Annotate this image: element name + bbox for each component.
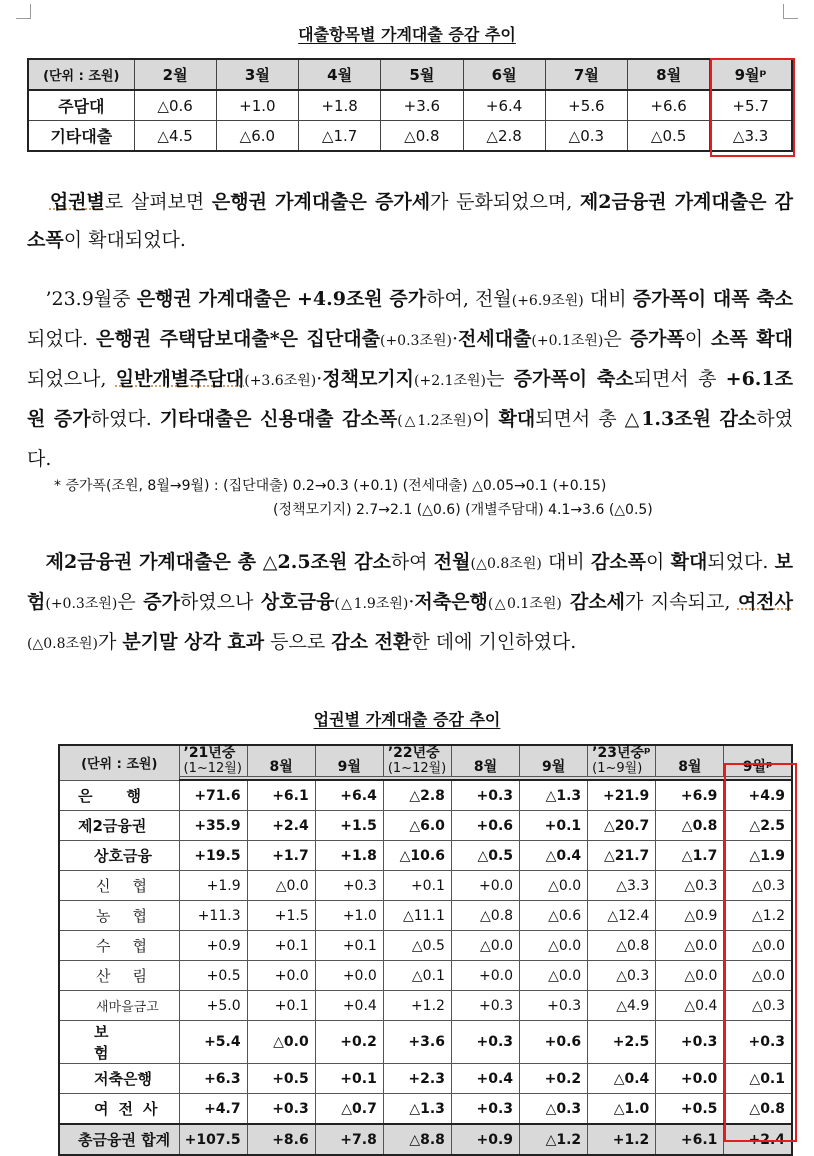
text: 되었다. bbox=[707, 551, 775, 573]
table-cell: +0.4 bbox=[451, 1064, 519, 1094]
table-cell: +3.6 bbox=[381, 90, 463, 121]
table-cell: +1.7 bbox=[247, 841, 315, 871]
text: 이 bbox=[472, 408, 499, 430]
text-strong: 저축은행 bbox=[414, 591, 488, 613]
table-cell: △0.5 bbox=[383, 931, 451, 961]
text-strong: 감소세 bbox=[561, 591, 626, 613]
text-strong: 증가폭 bbox=[629, 328, 685, 350]
table-row bbox=[28, 121, 792, 152]
month-header: 6월 bbox=[463, 59, 545, 90]
table-cell: +0.3 bbox=[247, 1094, 315, 1125]
table-cell: △0.3 bbox=[588, 961, 656, 991]
sector-loan-table bbox=[58, 744, 793, 1156]
table-body bbox=[59, 780, 792, 1155]
table-cell: +6.4 bbox=[315, 780, 383, 811]
text: 대비 bbox=[583, 288, 633, 310]
text-strong: 감소 전환 bbox=[331, 631, 412, 653]
text-strong: 은행권 가계대출은 +4.9조원 증가 bbox=[136, 288, 427, 310]
row-label: 보험 bbox=[59, 1021, 179, 1064]
table-cell: △1.2 bbox=[520, 1124, 588, 1155]
text-strong: 증가폭이 대폭 축소 bbox=[632, 288, 794, 310]
text-strong: 증가 bbox=[143, 591, 180, 613]
table-cell: +2.3 bbox=[383, 1064, 451, 1094]
table-row bbox=[59, 901, 792, 931]
table-cell: +1.8 bbox=[299, 90, 381, 121]
table-cell: +0.1 bbox=[315, 931, 383, 961]
table-cell: △0.0 bbox=[724, 931, 792, 961]
row-label: 상호금융 bbox=[59, 841, 179, 871]
table-cell: +0.9 bbox=[451, 1124, 519, 1155]
unit-label: (단위 : 조원) bbox=[28, 59, 134, 90]
text-strong: 은행권 가계대출은 증가세 bbox=[211, 191, 431, 213]
row-label: 은행 bbox=[59, 780, 179, 811]
table-cell: △6.0 bbox=[216, 121, 298, 152]
table-cell: △0.8 bbox=[451, 901, 519, 931]
table-cell: +19.5 bbox=[179, 841, 247, 871]
text: 로 살펴보면 bbox=[104, 191, 212, 213]
month-header: 9월 bbox=[520, 745, 588, 777]
table-row bbox=[59, 1064, 792, 1094]
table-cell: △0.5 bbox=[451, 841, 519, 871]
table-cell: △1.2 bbox=[724, 901, 792, 931]
table-cell: △0.8 bbox=[724, 1094, 792, 1125]
table-cell: +71.6 bbox=[179, 780, 247, 811]
table-cell: +2.4 bbox=[247, 811, 315, 841]
table-cell: +2.5 bbox=[588, 1021, 656, 1064]
row-label: 여전사 bbox=[59, 1094, 179, 1125]
text: 한 데에 기인하였다. bbox=[411, 631, 577, 653]
text: 등으로 bbox=[264, 631, 332, 653]
table-cell: △0.3 bbox=[545, 121, 627, 152]
table-cell: △0.9 bbox=[656, 901, 724, 931]
table-row bbox=[59, 991, 792, 1021]
table-row bbox=[59, 1124, 792, 1155]
year-header: ’23년중ᵖ (1~9월) bbox=[588, 745, 656, 777]
table-cell: △0.4 bbox=[520, 841, 588, 871]
text: · bbox=[451, 328, 458, 350]
text-strong: 업권별 bbox=[49, 191, 105, 213]
text-small: (+0.3조원) bbox=[379, 333, 452, 349]
text: 가 지속되고, bbox=[625, 591, 738, 613]
table-cell: +1.5 bbox=[315, 811, 383, 841]
table-cell: +0.0 bbox=[451, 961, 519, 991]
table-cell: △0.0 bbox=[724, 961, 792, 991]
text: 하여 bbox=[390, 551, 434, 573]
table-cell: △10.6 bbox=[383, 841, 451, 871]
text-small: (+6.9조원) bbox=[511, 293, 584, 309]
table-cell: +107.5 bbox=[179, 1124, 247, 1155]
table-cell: △0.5 bbox=[628, 121, 710, 152]
text-strong: 제2금융권 가계대출은 총 △2.5조원 감소 bbox=[45, 551, 391, 573]
table-cell: +0.3 bbox=[451, 991, 519, 1021]
table-cell: +0.5 bbox=[247, 1064, 315, 1094]
table-cell: △0.8 bbox=[588, 931, 656, 961]
year-header: ’21년중 (1~12월) bbox=[179, 745, 247, 777]
table-cell: △1.7 bbox=[656, 841, 724, 871]
paragraph-bank-loans bbox=[27, 280, 793, 478]
text-small: (+2.1조원) bbox=[414, 373, 486, 389]
text: 가 bbox=[98, 631, 123, 653]
table-cell: +0.5 bbox=[656, 1094, 724, 1125]
table-cell: △0.7 bbox=[315, 1094, 383, 1125]
table-cell: +0.0 bbox=[451, 871, 519, 901]
table-cell: △0.3 bbox=[520, 1094, 588, 1125]
row-label: 새마을금고 bbox=[59, 991, 179, 1021]
table-cell: △0.3 bbox=[656, 871, 724, 901]
table-cell: △0.6 bbox=[520, 901, 588, 931]
text: 되면서 총 bbox=[633, 368, 726, 390]
text: 가 둔화되었으며, bbox=[430, 191, 580, 213]
table-cell: +0.1 bbox=[247, 931, 315, 961]
month-header: 8월 bbox=[628, 59, 710, 90]
table-row bbox=[59, 1021, 792, 1064]
table-cell: △0.6 bbox=[134, 90, 216, 121]
month-header: 8월 bbox=[247, 745, 315, 777]
table-cell: △1.3 bbox=[383, 1094, 451, 1125]
row-label: 주담대 bbox=[28, 90, 134, 121]
table-cell: +0.1 bbox=[383, 871, 451, 901]
text-strong: 증가폭이 축소 bbox=[513, 368, 634, 390]
table-cell: +0.1 bbox=[520, 811, 588, 841]
footnote-line-1: * 증가폭(조원, 8월→9월) : (집단대출) 0.2→0.3 (+0.1) (전세대출) △0.05→0.1 (+0.15) bbox=[54, 478, 607, 494]
text-strong: 여전사 bbox=[737, 591, 793, 613]
table-cell: △0.0 bbox=[656, 931, 724, 961]
table-cell: +0.0 bbox=[315, 961, 383, 991]
text-strong: 정책모기지 bbox=[322, 368, 415, 390]
page-corner-mark-left bbox=[16, 4, 31, 19]
table-cell: △0.1 bbox=[383, 961, 451, 991]
text: 하였으나 bbox=[179, 591, 261, 613]
table-cell: △12.4 bbox=[588, 901, 656, 931]
text: 이 확대되었다. bbox=[63, 229, 186, 251]
text-small: (+0.1조원) bbox=[531, 333, 604, 349]
text-strong: 분기말 상각 효과 bbox=[122, 631, 265, 653]
table-cell: △0.0 bbox=[520, 931, 588, 961]
table-cell: △0.8 bbox=[381, 121, 463, 152]
table-cell: +0.3 bbox=[451, 1094, 519, 1125]
text-strong: 감소폭 bbox=[590, 551, 647, 573]
month-header: 9월 bbox=[315, 745, 383, 777]
month-header: 2월 bbox=[134, 59, 216, 90]
text: 되었다. bbox=[27, 328, 97, 350]
table-cell: △3.3 bbox=[588, 871, 656, 901]
page-corner-mark-right bbox=[783, 4, 798, 19]
text: 하였다. bbox=[90, 408, 160, 430]
table-cell: +5.7 bbox=[710, 90, 792, 121]
table-cell: +6.1 bbox=[656, 1124, 724, 1155]
table-row bbox=[59, 961, 792, 991]
row-label: 신협 bbox=[59, 871, 179, 901]
table-cell: +0.3 bbox=[656, 1021, 724, 1064]
table-cell: +5.6 bbox=[545, 90, 627, 121]
text: · bbox=[316, 368, 323, 390]
table-cell: +4.7 bbox=[179, 1094, 247, 1125]
text: 대비 bbox=[541, 551, 591, 573]
table-cell: △2.5 bbox=[724, 811, 792, 841]
table-cell: +5.4 bbox=[179, 1021, 247, 1064]
text-strong: 기타대출은 신용대출 감소폭 bbox=[159, 408, 398, 430]
text-small: (△0.1조원) bbox=[487, 596, 562, 612]
table-cell: +1.2 bbox=[383, 991, 451, 1021]
table-cell: △0.3 bbox=[724, 991, 792, 1021]
row-label: 기타대출 bbox=[28, 121, 134, 152]
text: 되었으나, bbox=[27, 368, 116, 390]
table-cell: △1.7 bbox=[299, 121, 381, 152]
table-cell: +7.8 bbox=[315, 1124, 383, 1155]
table-cell: △2.8 bbox=[383, 780, 451, 811]
text-small: (△1.9조원) bbox=[334, 596, 409, 612]
table-cell: +0.3 bbox=[520, 991, 588, 1021]
row-label: 총금융권 합계 bbox=[59, 1124, 179, 1155]
table-cell: +1.8 bbox=[315, 841, 383, 871]
table-cell: △0.0 bbox=[520, 871, 588, 901]
row-label: 산림 bbox=[59, 961, 179, 991]
text-strong: 전월 bbox=[433, 551, 471, 573]
text-strong: 일반개별주담대 bbox=[115, 368, 245, 390]
table-cell: △0.0 bbox=[247, 871, 315, 901]
unit-label: (단위 : 조원) bbox=[59, 745, 179, 780]
text-strong: 보험 bbox=[27, 551, 793, 613]
table-cell: +6.1 bbox=[247, 780, 315, 811]
text-strong: 소폭 확대 bbox=[711, 328, 793, 350]
text-strong: △1.3조원 감소 bbox=[624, 408, 757, 430]
table-cell: △0.3 bbox=[724, 871, 792, 901]
text-strong: 상호금융 bbox=[260, 591, 335, 613]
paragraph-nonbank-loans bbox=[27, 543, 793, 663]
table-cell: △20.7 bbox=[588, 811, 656, 841]
table-cell: +1.5 bbox=[247, 901, 315, 931]
table-cell: +4.9 bbox=[724, 780, 792, 811]
table-cell: +0.0 bbox=[656, 1064, 724, 1094]
table-cell: △0.4 bbox=[588, 1064, 656, 1094]
text-strong: 은행권 주택담보대출*은 집단대출 bbox=[96, 328, 380, 350]
text: 하였다. bbox=[27, 408, 793, 470]
table-row bbox=[59, 780, 792, 811]
table-cell: △6.0 bbox=[383, 811, 451, 841]
text-strong: 확대 bbox=[670, 551, 708, 573]
table-cell: △2.8 bbox=[463, 121, 545, 152]
year-header: ’22년중 (1~12월) bbox=[383, 745, 451, 777]
table-cell: +1.2 bbox=[588, 1124, 656, 1155]
table-cell: △1.9 bbox=[724, 841, 792, 871]
table-cell: △0.8 bbox=[656, 811, 724, 841]
table-row bbox=[59, 931, 792, 961]
table-cell: △0.0 bbox=[656, 961, 724, 991]
table-cell: +0.3 bbox=[451, 1021, 519, 1064]
table-cell: +0.3 bbox=[315, 871, 383, 901]
text-small: (△0.8조원) bbox=[470, 556, 542, 572]
table-row bbox=[59, 1094, 792, 1125]
table-cell: +0.1 bbox=[247, 991, 315, 1021]
table-cell: +21.9 bbox=[588, 780, 656, 811]
text-small: (+0.3조원) bbox=[45, 596, 118, 612]
table-cell: △0.0 bbox=[520, 961, 588, 991]
text-strong: 확대 bbox=[498, 408, 536, 430]
table-row bbox=[59, 871, 792, 901]
text-small: (+3.6조원) bbox=[244, 373, 317, 389]
table-cell: △8.8 bbox=[383, 1124, 451, 1155]
text: 는 bbox=[486, 368, 514, 390]
table-row bbox=[28, 90, 792, 121]
loan-type-table bbox=[27, 58, 793, 152]
text: · bbox=[408, 591, 415, 613]
table-cell: +1.9 bbox=[179, 871, 247, 901]
table-cell: +0.4 bbox=[315, 991, 383, 1021]
table-cell: +6.9 bbox=[656, 780, 724, 811]
table-cell: △11.1 bbox=[383, 901, 451, 931]
table-cell: +0.9 bbox=[179, 931, 247, 961]
row-label: 제2금융권 bbox=[59, 811, 179, 841]
table-cell: △21.7 bbox=[588, 841, 656, 871]
table-cell: △1.0 bbox=[588, 1094, 656, 1125]
month-header: 8월 bbox=[656, 745, 724, 777]
paragraph-sector-overview bbox=[27, 183, 793, 259]
table-cell: △0.1 bbox=[724, 1064, 792, 1094]
month-header: 8월 bbox=[451, 745, 519, 777]
text-strong: +6.1조원 증가 bbox=[27, 368, 793, 430]
text: 되면서 총 bbox=[535, 408, 625, 430]
text-strong: 전세대출 bbox=[458, 328, 532, 350]
table-cell: +6.3 bbox=[179, 1064, 247, 1094]
row-label: 수협 bbox=[59, 931, 179, 961]
table-cell: △0.0 bbox=[451, 931, 519, 961]
table-cell: +3.6 bbox=[383, 1021, 451, 1064]
table-cell: +0.2 bbox=[315, 1021, 383, 1064]
table-row bbox=[59, 811, 792, 841]
table-cell: +0.0 bbox=[247, 961, 315, 991]
table-cell: +1.0 bbox=[216, 90, 298, 121]
table-cell: △0.0 bbox=[247, 1021, 315, 1064]
text: 은 bbox=[117, 591, 144, 613]
table-cell: +8.6 bbox=[247, 1124, 315, 1155]
text: 하여, 전월 bbox=[426, 288, 512, 310]
text: ’23.9월중 bbox=[45, 288, 137, 310]
footnote-line-2: (정책모기지) 2.7→2.1 (△0.6) (개별주담대) 4.1→3.6 (△0.5) bbox=[273, 502, 653, 518]
text: 이 bbox=[684, 328, 712, 350]
table-cell: +11.3 bbox=[179, 901, 247, 931]
table-cell: △1.3 bbox=[520, 780, 588, 811]
text-small: (△0.8조원) bbox=[27, 636, 99, 652]
table-cell: △4.9 bbox=[588, 991, 656, 1021]
table-cell: △4.5 bbox=[134, 121, 216, 152]
table-cell: +1.0 bbox=[315, 901, 383, 931]
table-cell: +0.5 bbox=[179, 961, 247, 991]
row-label: 농협 bbox=[59, 901, 179, 931]
table-cell: +0.3 bbox=[724, 1021, 792, 1064]
table-cell: △3.3 bbox=[710, 121, 792, 152]
month-header: 9월ᵖ bbox=[710, 59, 792, 90]
month-header: 5월 bbox=[381, 59, 463, 90]
table-row bbox=[59, 841, 792, 871]
table-cell: +35.9 bbox=[179, 811, 247, 841]
row-label: 저축은행 bbox=[59, 1064, 179, 1094]
table-cell: +2.4 bbox=[724, 1124, 792, 1155]
month-header: 4월 bbox=[299, 59, 381, 90]
text: 은 bbox=[603, 328, 630, 350]
table-cell: +6.4 bbox=[463, 90, 545, 121]
footnote bbox=[54, 474, 653, 522]
table1-title: 대출항목별 가계대출 증감 추이 bbox=[298, 25, 516, 44]
table-cell: △0.4 bbox=[656, 991, 724, 1021]
table-cell: +5.0 bbox=[179, 991, 247, 1021]
month-header: 9월ᵖ bbox=[724, 745, 792, 777]
table-cell: +0.6 bbox=[451, 811, 519, 841]
table-cell: +0.1 bbox=[315, 1064, 383, 1094]
table-cell: +6.6 bbox=[628, 90, 710, 121]
table-header-row bbox=[59, 745, 792, 777]
table-cell: +0.2 bbox=[520, 1064, 588, 1094]
text-strong: 제2금융권 가계대출은 감소폭 bbox=[27, 191, 793, 251]
text-small: (△1.2조원) bbox=[397, 413, 473, 429]
table-cell: +0.3 bbox=[451, 780, 519, 811]
table-header-row bbox=[28, 59, 792, 90]
text: 이 bbox=[646, 551, 671, 573]
table-cell: +0.6 bbox=[520, 1021, 588, 1064]
month-header: 7월 bbox=[545, 59, 627, 90]
table2-title: 업권별 가계대출 증감 추이 bbox=[313, 710, 501, 729]
month-header: 3월 bbox=[216, 59, 298, 90]
